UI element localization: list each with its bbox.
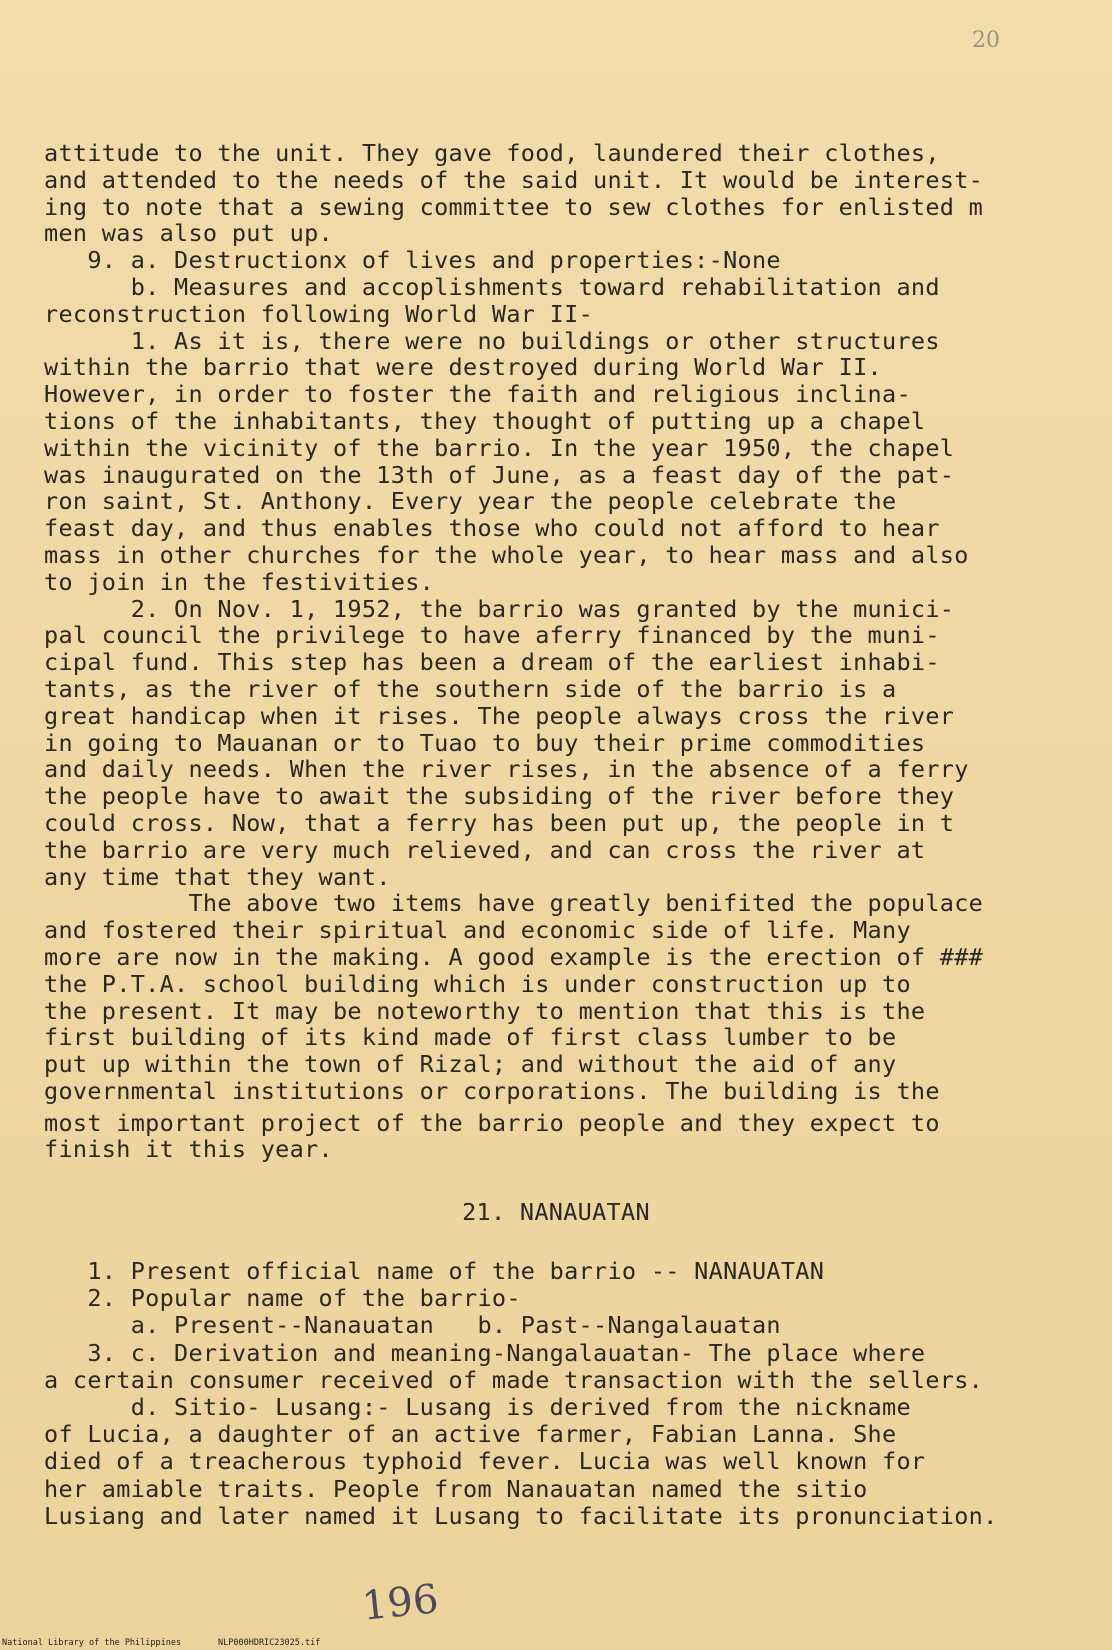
footer [0, 1608, 1112, 1648]
text-line: was inaugurated on the 13th of June, as a feast day of the pat- [44, 460, 955, 489]
text-line: a certain consumer received of made transaction with the sellers. [44, 1365, 984, 1394]
text-line: and fostered their spiritual and economic side of life. Many [44, 916, 911, 945]
text-line: d. Sitio- Lusang:- Lusang is derived from the nickname [44, 1393, 911, 1422]
text-line: died of a treacherous typhoid fever. Lucia was well known for [44, 1447, 926, 1476]
text-line: governmental institutions or corporations. The building is the [44, 1076, 940, 1105]
text-line: in going to Mauanan or to Tuao to buy their prime commodities [44, 728, 926, 757]
text-line: feast day, and thus enables those who could not afford to hear [44, 514, 940, 543]
body-text [44, 140, 1094, 1163]
text-line: and attended to the needs of the said unit. It would be interest- [44, 165, 984, 194]
text-line: mass in other churches for the whole year, to hear mass and also [44, 540, 969, 569]
text-line: men was also put up. [44, 219, 333, 248]
text-line: within the vicinity of the barrio. In the year 1950, the chapel [44, 433, 955, 462]
text-line: her amiable traits. People from Nanauatan named the sitio [44, 1474, 868, 1503]
handwritten-page-number: 196 [359, 1576, 441, 1630]
text-line: ron saint, St. Anthony. Every year the people celebrate the [44, 487, 897, 516]
text-line: ing to note that a sewing committee to sew clothes for enlisted m [44, 192, 984, 221]
text-line: However, in order to foster the faith and religious inclina- [44, 380, 911, 409]
footer-filename: NLP000HDRIC23025.tif [218, 1638, 321, 1648]
text-line: the present. It may be noteworthy to mention that this is the [44, 996, 926, 1025]
text-line: 3. c. Derivation and meaning-Nangalauatan- The place where [44, 1338, 926, 1367]
text-line: of Lucia, a daughter of an active farmer, Fabian Lanna. She [44, 1420, 897, 1449]
text-line: to join in the festivities. [44, 567, 435, 596]
text-line: Lusiang and later named it Lusang to facilitate its pronunciation. [44, 1501, 998, 1530]
text-line: 1. Present official name of the barrio -- NANAUATAN [44, 1257, 825, 1285]
text-line: could cross. Now, that a ferry has been put up, the people in t [44, 808, 955, 837]
text-line: 9. a. Destructionx of lives and properties:-None [44, 246, 781, 275]
text-line: tants, as the river of the southern side of the barrio is a [44, 674, 897, 703]
text-line: 2. Popular name of the barrio- [44, 1284, 521, 1313]
text-line: cipal fund. This step has been a dream of the earliest inhabi- [44, 648, 940, 677]
text-line: 1. As it is, there were no buildings or other structures [44, 326, 940, 355]
text-line: more are now in the making. A good example is the erection of ### [44, 942, 984, 971]
text-line: The above two items have greatly benifited the populace [44, 889, 984, 918]
text-line: pal council the privilege to have aferry financed by the muni- [44, 621, 940, 650]
page-number: 20 [972, 28, 1000, 53]
section-body [44, 1258, 1104, 1530]
text-line: 2. On Nov. 1, 1952, the barrio was granted by the munici- [44, 594, 955, 623]
text-line: first building of its kind made of first class lumber to be [44, 1023, 897, 1052]
text-line: a. Present--Nanauatan b. Past--Nangalauatan [44, 1311, 781, 1340]
text-line: the P.T.A. school building which is under construction up to [44, 969, 911, 998]
text-line: the barrio are very much relieved, and can cross the river at [44, 835, 926, 864]
text-line: any time that they want. [44, 862, 391, 891]
text-line: great handicap when it rises. The people always cross the river [44, 701, 955, 730]
text-line: finish it this year. [44, 1135, 333, 1164]
text-line: within the barrio that were destroyed during World War II. [44, 353, 882, 382]
text-line: tions of the inhabitants, they thought of putting up a chapel [44, 406, 926, 435]
section-title: 21. NANAUATAN [462, 1198, 650, 1226]
text-line: b. Measures and accoplishments toward rehabilitation and [44, 272, 940, 301]
text-line: put up within the town of Rizal; and without the aid of any [44, 1050, 897, 1079]
text-line: most important project of the barrio people and they expect to [44, 1108, 940, 1137]
text-line: attitude to the unit. They gave food, laundered their clothes, [44, 139, 940, 167]
text-line: and daily needs. When the river rises, in the absence of a ferry [44, 755, 969, 784]
text-line: reconstruction following World War II- [44, 299, 594, 328]
text-line: the people have to await the subsiding of the river before they [44, 782, 955, 811]
footer-source: National Library of the Philippines [2, 1638, 182, 1648]
